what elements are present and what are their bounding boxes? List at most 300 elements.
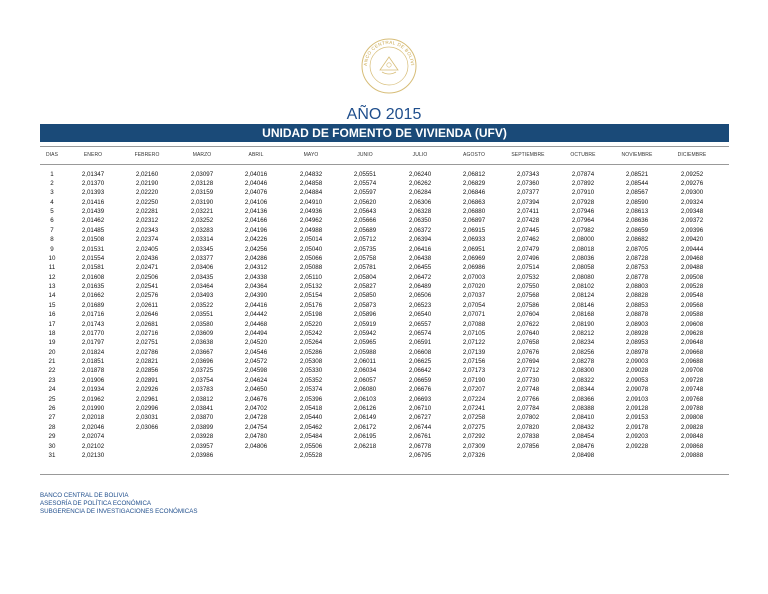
ufv-value-cell: 2,07037 [462, 292, 486, 300]
ufv-value-cell: 2,07874 [571, 170, 595, 178]
ufv-value-cell: 2,08124 [571, 292, 595, 300]
ufv-value-cell: 2,02751 [135, 339, 159, 347]
ufv-value-cell: 2,07550 [516, 283, 540, 291]
ufv-value-cell: 2,09103 [625, 395, 649, 403]
ufv-value-cell: 2,07190 [462, 376, 486, 384]
ufv-value-cell: 2,04390 [244, 292, 268, 300]
ufv-value-cell: 2,08212 [571, 329, 595, 337]
ufv-value-cell: 2,09128 [625, 405, 649, 412]
ufv-value-cell: 2,02716 [135, 329, 159, 337]
table-banner: UNIDAD DE FOMENTO DE VIVIENDA (UFV) [40, 124, 729, 142]
day-number: 21 [48, 358, 56, 366]
central-bank-seal-icon [360, 37, 418, 95]
svg-text:BANCO CENTRAL DE BOLIVIA [360, 37, 415, 66]
ufv-value-cell: 2,03435 [190, 273, 214, 281]
ufv-value-cell: 2,07292 [462, 433, 486, 441]
ufv-value-cell: 2,01851 [81, 358, 105, 366]
day-number: 10 [48, 254, 56, 262]
ufv-value-cell: 2,09708 [680, 367, 704, 375]
ufv-value-cell: 2,05506 [299, 442, 323, 450]
day-number: 6 [50, 217, 54, 225]
ufv-value-cell: 2,01824 [81, 348, 105, 356]
ufv-value-cell: 2,02891 [135, 376, 159, 384]
ufv-value-cell: 2,03252 [190, 217, 214, 225]
ufv-value-cell: 2,05965 [353, 339, 377, 347]
footer-line-3: SUBGERENCIA DE INVESTIGACIONES ECONÓMICAS [40, 508, 198, 515]
day-number: 29 [48, 433, 56, 441]
ufv-value-cell: 2,01716 [81, 311, 105, 319]
header-top-rule [40, 146, 729, 147]
ufv-value-cell: 2,07658 [516, 339, 540, 347]
ufv-value-cell: 2,07838 [516, 433, 540, 441]
ufv-value-cell: 2,02506 [135, 273, 159, 281]
ufv-value-cell: 2,08102 [571, 283, 595, 291]
ufv-value-cell: 2,01462 [81, 217, 105, 225]
ufv-value-cell: 2,07326 [462, 451, 486, 459]
ufv-value-cell: 2,09568 [680, 301, 704, 309]
day-number: 16 [48, 311, 56, 319]
ufv-value-cell: 2,07173 [462, 367, 486, 375]
ufv-value-cell: 2,07258 [462, 414, 486, 422]
ufv-value-cell: 2,03870 [190, 414, 214, 422]
ufv-value-cell: 2,07377 [516, 189, 540, 197]
ufv-value-cell: 2,07640 [516, 329, 540, 337]
ufv-value-cell: 2,06328 [408, 208, 432, 216]
ufv-value-cell: 2,04312 [244, 264, 268, 272]
column-header: MARZO [192, 152, 212, 158]
ufv-value-cell: 2,06172 [353, 423, 377, 431]
ufv-value-cell: 2,09420 [680, 236, 704, 244]
ufv-value-cell: 2,09688 [680, 358, 704, 366]
ufv-value-cell: 2,09648 [680, 339, 704, 347]
ufv-value-cell: 2,01934 [81, 386, 105, 394]
ufv-value-cell: 2,08636 [625, 217, 649, 225]
ufv-value-cell: 2,05735 [353, 245, 377, 253]
ufv-value-cell: 2,01878 [81, 367, 105, 375]
day-number: 12 [48, 273, 56, 281]
ufv-value-cell: 2,07712 [516, 367, 540, 375]
ufv-value-cell: 2,08018 [571, 245, 595, 253]
day-number: 14 [48, 292, 56, 300]
ufv-value-cell: 2,05110 [300, 273, 322, 281]
ufv-value-cell: 2,08953 [625, 339, 649, 347]
ufv-value-cell: 2,01990 [81, 405, 105, 412]
ufv-value-cell: 2,06057 [353, 376, 377, 384]
ufv-value-cell: 2,06676 [408, 386, 432, 394]
ufv-value-cell: 2,08234 [571, 339, 595, 347]
ufv-value-cell: 2,09848 [680, 433, 704, 441]
ufv-value-cell: 2,07020 [462, 283, 486, 291]
ufv-value-cell: 2,05176 [299, 301, 323, 309]
ufv-value-cell: 2,05286 [299, 348, 323, 356]
ufv-value-cell: 2,06372 [408, 226, 432, 234]
ufv-value-cell: 2,08146 [571, 301, 595, 309]
ufv-value-cell: 2,06933 [462, 236, 486, 244]
ufv-value-cell: 2,04962 [299, 217, 323, 225]
ufv-value-cell: 2,04546 [244, 348, 268, 356]
ufv-value-cell: 2,06727 [408, 414, 432, 422]
ufv-value-cell: 2,07694 [516, 358, 540, 366]
ufv-value-cell: 2,05988 [353, 348, 377, 356]
ufv-value-cell: 2,05643 [353, 208, 377, 216]
ufv-value-cell: 2,01416 [81, 198, 105, 206]
ufv-value-cell: 2,04364 [244, 283, 268, 291]
ufv-value-cell: 2,03667 [190, 348, 214, 356]
ufv-value-cell: 2,06829 [462, 179, 486, 187]
ufv-value-cell: 2,02046 [81, 423, 105, 431]
ufv-value-cell: 2,07275 [462, 423, 486, 431]
ufv-value-cell: 2,01581 [81, 264, 105, 272]
ufv-value-cell: 2,06438 [408, 254, 432, 262]
ufv-value-cell: 2,04046 [244, 179, 268, 187]
ufv-value-cell: 2,03406 [190, 264, 214, 272]
ufv-value-cell: 2,04676 [244, 395, 268, 403]
ufv-value-cell: 2,06608 [408, 348, 432, 356]
ufv-value-cell: 2,02436 [135, 254, 159, 262]
ufv-value-cell: 2,05352 [299, 376, 323, 384]
ufv-value-cell: 2,05850 [353, 292, 377, 300]
ufv-value-cell: 2,07964 [571, 217, 595, 225]
ufv-value-cell: 2,07514 [516, 264, 540, 272]
ufv-value-cell: 2,02074 [81, 433, 105, 441]
day-number: 26 [48, 405, 56, 412]
ufv-value-cell: 2,04754 [244, 423, 268, 431]
ufv-value-cell: 2,09668 [680, 348, 704, 356]
ufv-value-cell: 2,06103 [353, 395, 377, 403]
ufv-value-cell: 2,01608 [81, 273, 105, 281]
ufv-value-cell: 2,06710 [408, 405, 432, 412]
day-number: 15 [48, 301, 56, 309]
ufv-value-cell: 2,06986 [462, 264, 486, 272]
day-number: 22 [48, 367, 56, 375]
ufv-value-cell: 2,05242 [299, 329, 323, 337]
ufv-value-cell: 2,02130 [81, 451, 105, 459]
ufv-value-cell: 2,08058 [571, 264, 595, 272]
ufv-value-cell: 2,04520 [244, 339, 268, 347]
ufv-value-cell: 2,05781 [353, 264, 377, 272]
ufv-value-cell: 2,03522 [190, 301, 214, 309]
ufv-value-cell: 2,03345 [190, 245, 214, 253]
ufv-value-cell: 2,04338 [244, 273, 268, 281]
ufv-value-cell: 2,05264 [299, 339, 323, 347]
ufv-value-cell: 2,05712 [353, 236, 377, 244]
ufv-value-cell: 2,03493 [190, 292, 214, 300]
ufv-value-cell: 2,05873 [353, 301, 377, 309]
ufv-value-cell: 2,06574 [408, 329, 432, 337]
day-number: 30 [48, 442, 56, 450]
ufv-value-cell: 2,02821 [135, 358, 159, 366]
column-header: ABRIL [248, 152, 264, 158]
ufv-value-cell: 2,01554 [81, 254, 105, 262]
ufv-value-cell [609, 451, 665, 460]
column-header: FEBRERO [134, 152, 160, 158]
ufv-value-cell: 2,04166 [244, 217, 268, 225]
ufv-value-cell [337, 451, 393, 460]
ufv-value-cell: 2,06591 [408, 339, 432, 347]
day-number: 24 [48, 386, 56, 394]
ufv-value-cell: 2,05198 [299, 311, 323, 319]
ufv-value-cell: 2,08344 [571, 386, 595, 394]
ufv-value-cell: 2,09203 [625, 433, 649, 441]
day-number: 3 [50, 189, 54, 197]
ufv-value-cell: 2,06625 [408, 358, 432, 366]
ufv-value-cell: 2,05330 [299, 367, 323, 375]
column-header: NOVIEMBRE [621, 152, 653, 158]
ufv-value-cell: 2,03464 [190, 283, 214, 291]
ufv-value-cell: 2,03314 [190, 236, 214, 244]
ufv-value-cell: 2,07928 [571, 198, 595, 206]
ufv-value-cell: 2,01797 [81, 339, 105, 347]
day-number: 20 [48, 348, 56, 356]
ufv-value-cell: 2,07139 [462, 348, 486, 356]
ufv-value-cell: 2,07622 [516, 320, 540, 328]
ufv-value-cell: 2,04598 [244, 367, 268, 375]
ufv-value-cell: 2,09628 [680, 329, 704, 337]
ufv-value-cell: 2,08567 [625, 189, 649, 197]
ufv-value-cell: 2,09276 [680, 179, 704, 187]
ufv-value-cell: 2,08036 [571, 254, 595, 262]
ufv-value-cell: 2,05088 [299, 264, 323, 272]
ufv-value-cell: 2,04106 [244, 198, 268, 206]
day-number: 11 [48, 264, 56, 272]
ufv-value-cell: 2,02220 [135, 189, 159, 197]
ufv-value-cell: 2,08168 [571, 311, 595, 319]
ufv-value-cell: 2,05220 [299, 320, 323, 328]
day-number: 4 [50, 198, 54, 206]
ufv-value-cell: 2,01689 [81, 301, 105, 309]
ufv-value-cell: 2,06284 [408, 189, 432, 197]
ufv-value-cell: 2,03283 [190, 226, 214, 234]
ufv-value-cell: 2,06897 [462, 217, 486, 225]
ufv-value-cell: 2,06126 [353, 405, 377, 412]
ufv-value-cell: 2,08828 [625, 292, 649, 300]
ufv-value-cell: 2,03031 [135, 414, 159, 422]
ufv-value-cell: 2,08803 [625, 283, 649, 291]
ufv-value-cell: 2,01370 [81, 179, 105, 187]
ufv-value-cell: 2,06034 [353, 367, 377, 375]
ufv-value-cell: 2,09372 [680, 217, 704, 225]
ufv-value-cell: 2,08476 [571, 442, 595, 450]
ufv-value-cell: 2,06506 [408, 292, 432, 300]
ufv-value-cell: 2,09548 [680, 292, 704, 300]
day-number: 7 [50, 226, 54, 234]
ufv-value-cell: 2,05666 [353, 217, 377, 225]
ufv-value-cell: 2,05418 [299, 405, 323, 412]
ufv-value-cell: 2,04286 [244, 254, 268, 262]
ufv-value-cell: 2,07360 [516, 179, 540, 187]
ufv-value-cell: 2,08659 [625, 226, 649, 234]
ufv-value-cell: 2,04988 [299, 226, 323, 234]
ufv-value-cell: 2,02471 [135, 264, 159, 272]
ufv-value-cell: 2,05804 [353, 273, 377, 281]
ufv-value-cell: 2,07946 [571, 208, 595, 216]
ufv-value-cell [119, 442, 175, 451]
ufv-value-cell: 2,08853 [625, 301, 649, 309]
ufv-value-cell: 2,01531 [81, 245, 105, 253]
ufv-value-cell: 2,08410 [571, 414, 595, 422]
ufv-value-cell: 2,09228 [625, 442, 649, 450]
ufv-value-cell: 2,07054 [462, 301, 486, 309]
ufv-value-cell: 2,09868 [680, 442, 704, 450]
ufv-value-cell: 2,08613 [625, 208, 649, 216]
ufv-value-cell: 2,03986 [190, 451, 214, 459]
ufv-value-cell: 2,08300 [571, 367, 595, 375]
ufv-value-cell: 2,03725 [190, 367, 214, 375]
ufv-value-cell: 2,04196 [244, 226, 268, 234]
ufv-value-cell: 2,03580 [190, 320, 214, 328]
ufv-value-cell: 2,02405 [135, 245, 159, 253]
ufv-value-cell: 2,02343 [135, 226, 159, 234]
ufv-value-cell: 2,08278 [571, 358, 595, 366]
ufv-value-cell: 2,06693 [408, 395, 432, 403]
ufv-value-cell [500, 451, 556, 460]
ufv-value-cell: 2,07411 [517, 208, 539, 216]
ufv-value-cell: 2,02102 [81, 442, 105, 450]
ufv-value-cell: 2,01906 [81, 376, 105, 384]
ufv-value-cell: 2,06778 [408, 442, 432, 450]
ufv-value-cell: 2,05396 [299, 395, 323, 403]
ufv-value-cell: 2,07892 [571, 179, 595, 187]
ufv-value-cell: 2,08000 [571, 236, 595, 244]
column-header: OCTUBRE [570, 152, 596, 158]
ufv-value-cell [119, 432, 175, 441]
ufv-value-cell: 2,06218 [353, 442, 377, 450]
ufv-value-cell: 2,07343 [516, 170, 540, 178]
column-header: JULIO [412, 152, 428, 158]
ufv-value-cell: 2,01485 [81, 226, 105, 234]
ufv-value-cell: 2,09396 [680, 226, 704, 234]
ufv-value-cell: 2,07003 [462, 273, 486, 281]
ufv-value-cell: 2,09078 [625, 386, 649, 394]
ufv-value-cell: 2,06880 [462, 208, 486, 216]
ufv-value-cell: 2,07676 [516, 348, 540, 356]
ufv-value-cell: 2,06915 [462, 226, 486, 234]
ufv-value-cell: 2,05620 [353, 198, 377, 206]
ufv-value-cell: 2,02312 [135, 217, 159, 225]
ufv-value-cell: 2,02281 [135, 208, 159, 216]
column-header: DIAS [45, 152, 59, 158]
ufv-value-cell: 2,09588 [680, 311, 704, 319]
ufv-value-cell: 2,04702 [244, 405, 268, 412]
ufv-value-cell: 2,02926 [135, 386, 159, 394]
ufv-value-cell: 2,09153 [625, 414, 649, 422]
ufv-value-cell: 2,03899 [190, 423, 214, 431]
ufv-value-cell: 2,09252 [680, 170, 704, 178]
ufv-value-cell: 2,06969 [462, 254, 486, 262]
ufv-value-cell: 2,09508 [680, 273, 704, 281]
ufv-value-cell: 2,04016 [244, 170, 268, 178]
ufv-value-cell: 2,07568 [516, 292, 540, 300]
ufv-value-cell: 2,08728 [625, 254, 649, 262]
ufv-value-cell: 2,07730 [516, 376, 540, 384]
day-number: 27 [48, 414, 56, 422]
ufv-value-cell: 2,02250 [135, 198, 159, 206]
ufv-value-cell: 2,07532 [516, 273, 540, 281]
ufv-value-cell: 2,05484 [299, 433, 323, 441]
page-title: AÑO 2015 [346, 106, 422, 123]
ufv-value-cell: 2,09728 [680, 376, 704, 384]
day-number: 17 [48, 320, 56, 328]
ufv-value-cell: 2,06812 [462, 170, 486, 178]
ufv-value-cell: 2,09348 [680, 208, 704, 216]
ufv-value-cell: 2,09324 [680, 198, 704, 206]
ufv-value-cell: 2,05066 [299, 254, 323, 262]
ufv-value-cell: 2,06523 [408, 301, 432, 309]
footer-line-2: ASESORÍA DE POLÍTICA ECONÓMICA [40, 500, 152, 507]
ufv-value-cell: 2,04136 [244, 208, 268, 216]
ufv-value-cell: 2,04936 [299, 208, 323, 216]
ufv-value-cell: 2,04832 [299, 170, 323, 178]
ufv-value-cell: 2,07766 [516, 395, 540, 403]
ufv-value-cell: 2,08878 [625, 311, 649, 319]
ufv-value-cell: 2,02611 [136, 301, 158, 309]
ufv-value-cell: 2,06080 [353, 386, 377, 394]
ufv-value-cell: 2,06761 [408, 433, 432, 441]
ufv-value-cell: 2,04442 [244, 311, 268, 319]
day-number: 9 [50, 245, 54, 253]
ufv-value-cell: 2,09178 [625, 423, 649, 431]
ufv-value-cell: 2,03159 [190, 189, 214, 197]
column-header: JUNIO [357, 152, 373, 158]
ufv-value-cell: 2,06306 [408, 198, 432, 206]
ufv-value-cell: 2,03097 [190, 170, 214, 178]
day-number: 25 [48, 395, 56, 403]
ufv-value-cell: 2,08498 [571, 451, 595, 459]
ufv-value-cell: 2,01347 [81, 170, 105, 178]
ufv-value-cell: 2,07105 [462, 329, 486, 337]
ufv-value-cell: 2,04910 [299, 198, 323, 206]
ufv-value-cell: 2,04494 [244, 329, 268, 337]
column-header: SEPTIEMBRE [511, 152, 545, 158]
ufv-value-cell: 2,06489 [408, 283, 432, 291]
ufv-value-cell: 2,09300 [680, 189, 704, 197]
ufv-value-cell: 2,08521 [625, 170, 649, 178]
ufv-value-cell: 2,07604 [516, 311, 540, 319]
ufv-value-cell: 2,09444 [680, 245, 704, 253]
ufv-value-cell: 2,06350 [408, 217, 432, 225]
ufv-value-cell: 2,04884 [299, 189, 323, 197]
ufv-value-cell: 2,07748 [516, 386, 540, 394]
ufv-value-cell: 2,03377 [190, 254, 214, 262]
ufv-value-cell: 2,07428 [516, 217, 540, 225]
ufv-value-cell: 2,01635 [81, 283, 105, 291]
ufv-value-cell: 2,06195 [353, 433, 377, 441]
ufv-value-cell: 2,04572 [244, 358, 268, 366]
ufv-value-cell: 2,02646 [135, 311, 159, 319]
ufv-value-cell: 2,08388 [571, 405, 595, 412]
column-header: AGOSTO [463, 152, 485, 158]
day-number: 18 [48, 329, 56, 337]
day-number: 8 [50, 236, 54, 244]
ufv-value-cell: 2,08322 [571, 376, 595, 384]
ufv-value-cell: 2,06472 [408, 273, 432, 281]
ufv-value-cell: 2,03551 [190, 311, 214, 319]
ufv-value-cell [119, 451, 175, 460]
ufv-value-cell: 2,03928 [190, 433, 214, 441]
ufv-value-cell: 2,04226 [244, 236, 268, 244]
day-number: 19 [48, 339, 56, 347]
seal-text: ANCO CENTRAL DE BOLIVI [362, 39, 416, 67]
ufv-value-cell: 2,07071 [462, 311, 486, 319]
ufv-value-cell: 2,03066 [135, 423, 159, 431]
ufv-value-cell: 2,04780 [244, 433, 268, 441]
ufv-value-cell: 2,07224 [462, 395, 486, 403]
ufv-value-cell: 2,08682 [625, 236, 649, 244]
ufv-value-cell: 2,09788 [680, 405, 704, 412]
ufv-value-cell: 2,01962 [81, 395, 105, 403]
ufv-value-cell: 2,06795 [408, 451, 432, 459]
day-number: 13 [48, 283, 56, 291]
